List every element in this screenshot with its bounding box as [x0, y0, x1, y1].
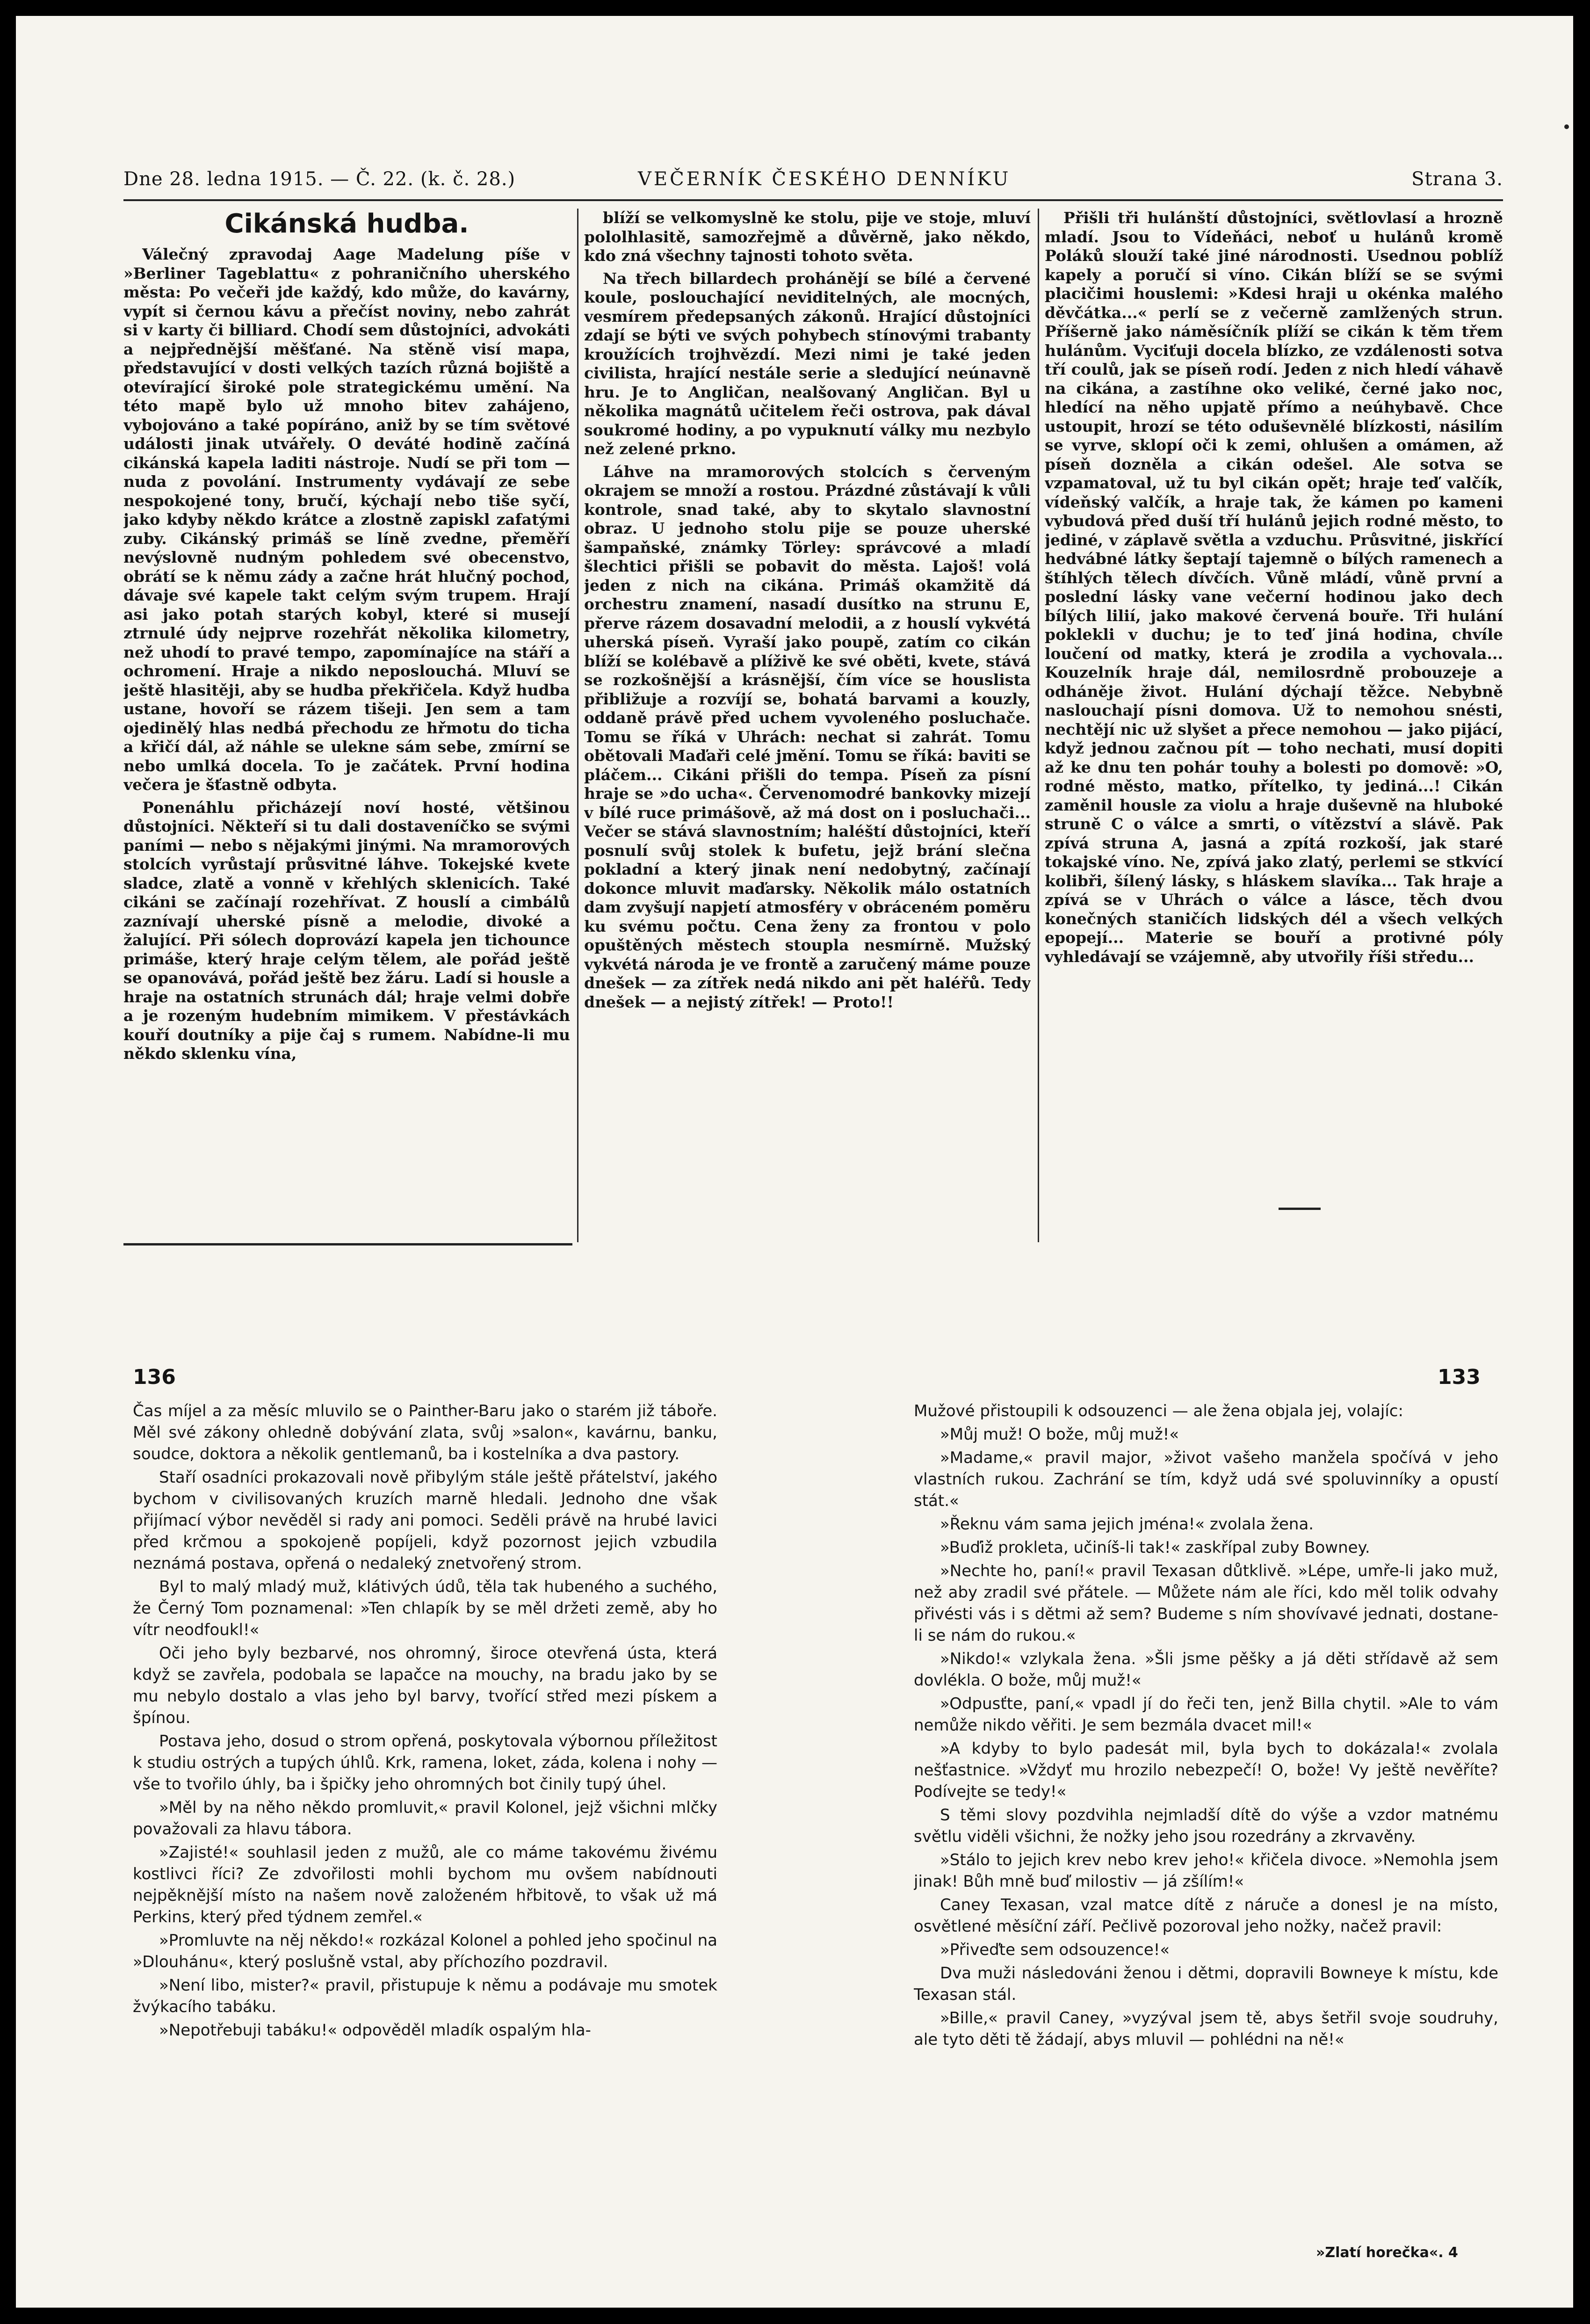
signature-footer: »Zlatí horečka«. 4 — [1316, 2244, 1458, 2261]
header-date: Dne 28. ledna 1915. — Č. 22. (k. č. 28.) — [123, 168, 516, 190]
book-paragraph: »Bille,« pravil Caney, »vyzýval jsem tě, abys šetřil svoje soudruhy, ale tyto děti tě žádají, abys mluvil — pohlédni na ně!« — [914, 2009, 1498, 2049]
book-paragraph: »Nepotřebuji tabáku!« odpověděl mladík ospalým hla- — [159, 2021, 591, 2040]
column-separator — [577, 209, 578, 1242]
book-paragraph: »A kdyby to bylo padesát mil, byla bych to dokázala!« zvolala nešťastnice. »Vždyť mu hrozilo nebezpečí! O, bože! Vy ještě nevěříte? Podívejte se tedy!« — [914, 1739, 1498, 1801]
book-paragraph: »Promluvte na něj někdo!« rozkázal Kolonel a pohled jeho spočinul na »Dlouhánu«, který poslušně vstal, aby příchozího pozdravil. — [133, 1931, 717, 1971]
column-separator — [1038, 209, 1039, 1242]
book-paragraph: »Přiveďte sem odsouzence!« — [940, 1940, 1170, 1959]
book-paragraph: »Můj muž! O bože, můj muž!« — [940, 1425, 1179, 1444]
newspaper-column-1 — [123, 209, 570, 1242]
article-paragraph: blíží se velkomyslně ke stolu, pije ve stoje, mluví pololhlasitě, samozřejmě a důvěrně, jako někdo, kdo zná všechny tajnosti tohoto světa. — [584, 209, 1031, 265]
book-paragraph: »Buďiž prokleta, učiníš-li tak!« zaskřípal zuby Bowney. — [940, 1538, 1370, 1557]
newspaper-column-3 — [1045, 209, 1503, 1242]
scan-dot-mark — [1564, 124, 1569, 129]
article-title: Cikánská hudba. — [224, 209, 469, 239]
book-paragraph: »Není libo, mister?« pravil, přistupuje k němu a podávaje mu smotek žvýkacího tabáku. — [133, 1976, 717, 2016]
article-end-mark — [1279, 1208, 1321, 1210]
book-paragraph: Čas míjel a za měsíc mluvilo se o Painther-Baru jako o starém již táboře. Měl své zákony ohledně dobývání zlata, svůj »salon«, kavárnu, banku, soudce, doktora a několik gentlemanů, ba i kostelníka a dva pastory. — [133, 1402, 717, 1463]
book-paragraph: »Odpusťte, paní,« vpadl jí do řeči ten, jenž Billa chytil. »Ale to vám nemůže nikdo věřiti. Je sem bezmála dvacet mil!« — [914, 1694, 1498, 1735]
column-end-rule — [123, 1243, 572, 1245]
scanned-sheet — [16, 16, 1573, 2308]
book-paragraph: Caney Texasan, vzal matce dítě z náruče a donesl je na místo, osvětlené měsíční září. Pečlivě pozoroval jeho nožky, načež pravil: — [914, 1896, 1498, 1936]
newspaper-header — [123, 166, 1503, 198]
header-page-number: Strana 3. — [1411, 168, 1503, 190]
article-paragraph: Přišli tři hulánští důstojníci, světlovlasí a hrozně mladí. Jsou to Vídeňáci, neboť u hulánů kromě Poláků slouží také jiné národnosti. Usednou poblíž kapely a poručí si víno. Cikán blíží se se svými placičimi houslemi: »Kdesi hraji u okénka malého děvčátka...« perlí se z večerně zamlžených strun. Příšerně jako náměsíčník plíží se cikán k těm třem hulánům. Vyciťuji docela blízko, ze vzdálenosti sotva tří coulů, jak se píseň rodí. Jeden z nich hledí váhavě na cikána, a zastíhne oko veliké, černé jako noc, hledící na něho upjatě přímo a neúhybavě. Chce ustoupit, hrozí se této oduševnělé blízkosti, násilím se vyrve, sklopí oči k zemi, ohlušen a omámen, až píseň dozněla a cikán odešel. Ale sotva se vzpamatoval, už tu byl cikán opět; hraje teď valčík, vídeňský valčík, a hraje tak, že kámen po kameni vybudová před duší tří hulánů jejich rodné město, to jediné, v záplavě světla a vzduchu. Průsvitné, jiskřící hedvábné látky šeptají tajemně o bílých ramenech a štíhlých tělech dívčích. Vůně mládí, vůně první a poslední lásky vane večerní hodinou jako dech bílých lilií, jako makové červená bouře. Tři hulání poklekli v duchu; je to teď jiná hodina, chvíle loučení od matky, která je zrodila a vychovala... Kouzelník hraje dál, nemilosrdně probouzeje a odháněje život. Hulání dýchají těžce. Nebybně naslouchají písni domova. Už to nemohou snésti, nechtějí nic už slyšet a přece nemohou — jako pijácí, když jednou začnou pít — toho nechati, musí dopiti až ke dnu ten pohár touhy a bolesti po domově: »O, rodné město, matko, přítelko, ty jediná...! Cikán zaměnil housle za violu a hraje duševně na hluboké struně C o válce a smrti, o vítězství a slávě. Pak zpívá struna A, jasná a zpítá rozkoší, jak staré tokajské víno. Ne, zpívá jako zlatý, perlemi se stkvící kolibři, šílený lásky, s hláskem slavíka... Tak hraje a zpívá se v Uhrách o válce a lásce, těch dvou konečných staničích lidských dél a všech velkých epopejí... Materie se bouří a protivné póly vyhledávají se vzájemně, aby utvořily říši středu... — [1045, 209, 1503, 966]
article-paragraph: Válečný zpravodaj Aage Madelung píše v »Berliner Tageblattu« z pohraničního uherského města: Po večeři jde každý, kdo může, do kavárny, vypít si černou kávu a přečíst noviny, nebo zahrát si v karty či billiard. Chodí sem důstojníci, advokáti a nejpřednější měšťané. Na stěně visí mapa, představující v dosti velkých tazích různá bojiště a otevírající široké pole strategickému umění. Na této mapě bylo už mnoho bitev zahájeno, vybojováno a také popíráno, aniž by se tím světové události jinak utvářely. O deváté hodině začíná cikánská kapela laditi nástroje. Nudí se při tom — nuda z povolání. Instrumenty vydávají ze sebe nespokojené tony, bručí, kýchají nebo tiše syčí, jako kdyby někdo krátce a zlostně zapiskl zafatými zuby. Cikánský primáš se líně zvedne, přeměří nevýslovně nudným pohledem své obecenstvo, obrátí se k němu zády a začne hrát hlučný pochod, dávaje své kapele takt celým svým trupem. Hrají asi jako potah starých kobyl, které si musejí ztrnulé údy nejprve rozehřát několika kilometry, než uhodí to pravé tempo, zapomínajíce na stáří a ochromení. Hraje a nikdo neposlouchá. Mluví se ještě hlasitěji, aby se hudba překřičela. Když hudba ustane, hovoří se rázem tišeji. Jen sem a tam ojedinělý hlas nedbá přechodu ze hřmotu do ticha a křičí dál, až náhle se ulekne sám sebe, zmírní se nebo umlká docela. To je začátek. První hodina večera je šťastně odbyta. — [123, 245, 570, 794]
left-page-number: 136 — [133, 1365, 176, 1389]
header-rule — [123, 199, 1503, 201]
book-paragraph: »Zajisté!« souhlasil jeden z mužů, ale co máme takovému živému kostlivci říci? Ze zdvořilosti mohli bychom mu ovšem nabídnouti nejpěknější místo na našem nově založeném hřbitově, to však už má Perkins, který před týdnem zemřel.« — [133, 1843, 717, 1926]
article-paragraph: Ponenáhlu přicházejí noví hosté, většinou důstojníci. Někteří si tu dali dostaveníčko se svými paními — nebo s nějakými jinými. Na mramorových stolcích vyrůstají průsvitné láhve. Tokejské kvete sladce, zlatě a vonně v křehlých sklenicích. Také cikáni se začínají rozehřívat. Z houslí a cimbálů zaznívají uherské písně a melodie, divoké a žalující. Při sólech doprovází kapela jen tichounce primáše, který hraje celým tělem, ale pořád ještě se opanovává, pořád ještě bez žáru. Ladí si housle a hraje na ostatních strunách dál; hraje velmi dobře a je rozeným hudebním mimikem. V přestávkách kouří doutníky a pije čaj s rumem. Nabídne-li mu někdo sklenku vína, — [123, 798, 570, 1063]
book-paragraph: Dva muži následováni ženou i dětmi, dopravili Bowneye k místu, kde Texasan stál. — [914, 1964, 1498, 2004]
book-paragraph: »Madame,« pravil major, »život vašeho manžela spočívá v jeho vlastních rukou. Zachrání se tím, když udá své spoluvinníky a opustí stát.« — [914, 1448, 1498, 1510]
book-paragraph: Byl to malý mladý muž, klátivých údů, těla tak hubeného a suchého, že Černý Tom poznamenal: »Ten chlapík by se měl držeti země, aby ho vítr neodfoukl!« — [133, 1578, 717, 1639]
book-left-page — [133, 1400, 717, 2237]
book-paragraph: »Řeknu vám sama jejich jména!« zvolala žena. — [940, 1515, 1314, 1534]
book-paragraph: »Stálo to jejich krev nebo krev jeho!« křičela divoce. »Nemohla jsem jinak! Bůh mně buď milostiv — já zšílím!« — [914, 1851, 1498, 1891]
right-page-number: 133 — [1438, 1365, 1481, 1389]
header-paper-name: VEČERNÍK ČESKÉHO DENNÍKU — [638, 168, 1011, 190]
book-paragraph: »Nikdo!« vzlykala žena. »Šli jsme pěšky a já děti střídavě až sem dovlékla. O bože, můj muž!« — [914, 1650, 1498, 1690]
article-paragraph: Na třech billardech prohánějí se bílé a červené koule, poslouchající neviditelných, ale mocných, vesmírem předepsaných zákonů. Hrající důstojníci zdají se býti ve svých pohybech stínovými trabanty kroužících trojhvězdí. Mezi nimi je také jeden civilista, hrající nestále serie a sledující neúnavně hru. Je to Angličan, nealšovaný Angličan. Byl u několika magnátů učitelem řeči ostrova, pak dával soukromé hodiny, a po vypuknutí války mu nezbylo než zelené prkno. — [584, 269, 1031, 458]
book-paragraph: Staří osadníci prokazovali nově přibylým stále ještě přátelství, jakého bychom v civilisovaných kruzích marně hledali. Jednoho dne však přijímací výbor nevěděl si rady ani pomoci. Seděli právě na hrubé lavici před krčmou a spokojeně popíjeli, když pozornost jejich vzbudila neznámá postava, opřená o nedaleký znetvořený strom. — [133, 1468, 717, 1573]
book-paragraph: S těmi slovy pozdvihla nejmladší dítě do výše a vzdor matnému světlu viděli všichni, že nožky jeho jsou rozedrány a zkrvavěny. — [914, 1806, 1498, 1846]
newspaper-column-2 — [584, 209, 1031, 1242]
book-paragraph: Oči jeho byly bezbarvé, nos ohromný, široce otevřená ústa, která když se zavřela, podobala se lapačce na mouchy, na bradu jako by se mu nebylo dostalo a vlas jeho byl barvy, tvořící střed mezi pískem a špínou. — [133, 1644, 717, 1727]
article-paragraph: Láhve na mramorových stolcích s červeným okrajem se množí a rostou. Prázdné zůstávají k vůli kontrole, snad také, aby to skytalo slavnostní obraz. U jednoho stolu pije se pouze uherské šampaňské, známky Törley: správcové a mladí šlechtici přišli se pobavit do města. Lajoš! volá jeden z nich na cikána. Primáš okamžitě dá orchestru znamení, nasadí dusítko na strunu E, přerve rázem dosavadní melodii, a z houslí vykvétá uherská píseň. Vyraší jako poupě, zatím co cikán blíží se kolébavě a plíživě ke své oběti, kvete, stává se rozkošnější a krásnější, čím více se houslista přibližuje a rozvíjí se, bohatá barvami a kouzly, oddaně právě před uchem vyvoleného posluchače. Tomu se říká v Uhrách: nechat si zahrát. Tomu obětovali Maďaři celé jmění. Tomu se říká: baviti se pláčem... Cikáni přišli do tempa. Píseň za písní hraje se »do ucha«. Červenomodré bankovky mizejí v bílé ruce primášově, až má dost on i posluchači... Večer se stává slavnostním; haléští důstojníci, kteří posnulí svůj stolek k bufetu, jejž brání slečna pokladní a který jinak není nedobytný, začínají dokonce mluvit maďarsky. Několik málo ostatních dam zvyšují napjetí atmosféry v obráceném poměru ku svému počtu. Cena ženy za frontou v polo opuštěných městech stoupla nesmírně. Mužský vykvétá národa je ve frontě a zaručený máme pouze dnešek — za zítřek nedá nikdo ani pět haléřů. Tedy dnešek — a nejistý zítřek! — Proto!! — [584, 462, 1031, 1011]
book-paragraph: Postava jeho, dosud o strom opřená, poskytovala výbornou příležitost k studiu ostrých a tupých úhlů. Krk, ramena, loket, záda, kolena i nohy — vše to tvořilo úhly, ba i špičky jeho ohromných bot činily tupý úhel. — [133, 1732, 717, 1794]
book-paragraph: »Nechte ho, paní!« pravil Texasan důtklivě. »Lépe, umře-li jako muž, než aby zradil své přátele. — Můžete nám ale říci, kdo měl tolik odvahy přivésti vás i s dětmi až sem? Budeme s ním shovívavé jednati, dostane-li se nám do rukou.« — [914, 1562, 1498, 1645]
book-paragraph: »Měl by na něho někdo promluvit,« pravil Kolonel, jejž všichni mlčky považovali za hlavu tábora. — [133, 1798, 717, 1839]
book-paragraph: Mužové přistoupili k odsouzenci — ale žena objala jej, volajíc: — [914, 1402, 1403, 1420]
book-right-page — [914, 1400, 1498, 2237]
